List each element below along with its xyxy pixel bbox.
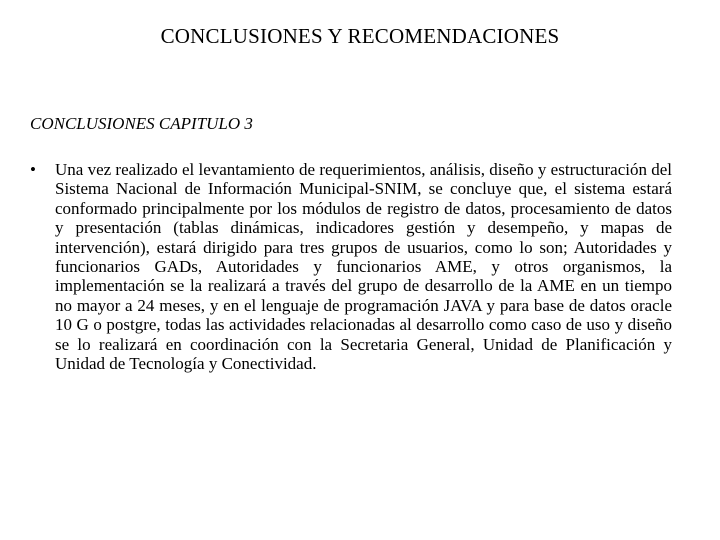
bullet-marker: • (30, 160, 36, 179)
bullet-text: Una vez realizado el levantamiento de requerimientos, análisis, diseño y estructuración del Sistema Nacional de Información Municipal-SNIM, se concluye que, el sistema estará conformado principalmente por los módulos de registro de datos, procesamiento de datos y presentación (tablas dinámicas, indicadores gestión y desempeño, y mapas de intervención), estará dirigido para tres grupos de usuarios, como lo son; Autoridades y funcionarios GADs, Autoridades y funcionarios AME, y otros organismos, la implementación se la realizará a través del grupo de desarrollo de la AME en un tiempo no mayor a 24 meses, y en el lenguaje de programación JAVA y para base de datos oracle 10 G o postgre, todas las actividades relacionadas al desarrollo como caso de uso y diseño se lo realizará en coordinación con la Secretaria General, Unidad de Planificación y Unidad de Tecnología y Conectividad. (55, 160, 672, 374)
slide-title: CONCLUSIONES Y RECOMENDACIONES (160, 24, 560, 48)
bullet-item (30, 160, 672, 373)
bullet-list (30, 160, 672, 373)
section-heading: CONCLUSIONES CAPITULO 3 (30, 114, 253, 133)
